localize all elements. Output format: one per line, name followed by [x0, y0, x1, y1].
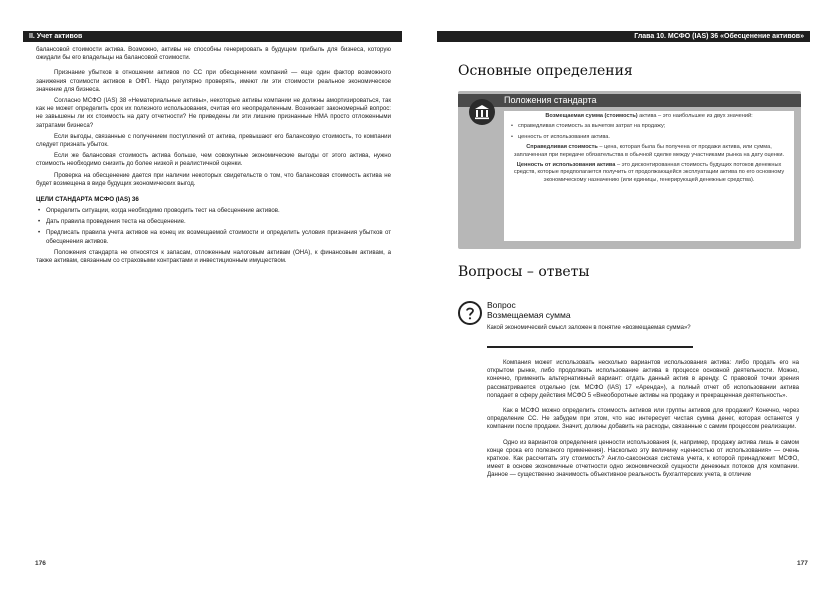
goal-item: • Определить ситуации, когда необходимо проводить тест на обесценение активов. [38, 207, 280, 215]
standard-provisions-box [458, 91, 801, 249]
body-paragraph: Проверка на обесценение дается при наличии некоторых свидетельств о том, что балансовая стоимость актива не будет возмещена в виде будущих экономических выгод. [36, 171, 391, 187]
box-content [504, 111, 794, 241]
definitions-heading: Основные определения [458, 63, 633, 79]
building-columns-icon [469, 99, 495, 125]
definition-item: • справедливая стоимость за вычетом затрат на продажу; [510, 123, 788, 130]
qa-heading: Вопросы – ответы [458, 264, 590, 280]
answer-paragraph: Одно из вариантов определения ценности использования (к, например, продажу актива лишь в самом конце срока его полезного применения). Насколько эту величину «ценностью от использования» — очень краткое. Как рассчитать эту стоимость? Англо-саксонская система учета, к которой принадлежит МСФО, имеет в основе экономичные отчетности одно экономической сущности денежных потоков для компании. Данное — существенно значимость объективное реальность бухгалтерских учета, в отличие [487, 438, 799, 479]
body-paragraph: Согласно МСФО (IAS) 38 «Нематериальные активы», некоторые активы компании не должны амортизироваться, так как не может определить срок их полезного использования, считая его неопределенным. Возникает закономерный вопрос: не завышены ли их стоимость на дату отчетности? Не приведены ли эти лишние признанные НМА просто отложенными затратами бизнеса? [36, 97, 391, 129]
goal-text: Предписать правила учета активов на конец их возмещаемой стоимости и определить условия признания убытков от обесценения активов. [46, 229, 391, 245]
left-section-title: II. Учет активов [29, 33, 83, 40]
left-running-header [23, 31, 402, 42]
answer-paragraph: Компания может использовать несколько вариантов использования актива: либо продать его на открытом рынке, либо продолжать использование актива в процессе основной деятельности. Можно, конечно, применить альтернативный вариант: отдать данный актив в аренду. С правовой точки зрения рассматривается отдельно (см. МСФО (IAS) 17 «Аренда»), а полный отчет об использовании актива попадает в сферу действия МСФО 5 «Внеоборотные активы на продажу и прекращенная деятельность». [487, 359, 799, 399]
answer-block [487, 359, 799, 483]
right-page-number: 177 [797, 560, 808, 567]
goals-heading: ЦЕЛИ СТАНДАРТА МСФО (IAS) 36 [36, 196, 139, 204]
question-divider [487, 346, 693, 348]
recoverable-amount-definition [510, 113, 788, 120]
goal-item: • Предписать правила учета активов на конец их возмещаемой стоимости и определить условия признания убытков от обесценения активов. [38, 229, 391, 245]
term: Ценность от использования актива [516, 162, 616, 169]
definition-text: актива – это наибольшее из двух значений: [637, 113, 753, 119]
goal-item: • Дать правила проведения теста на обесценение. [38, 218, 186, 226]
answer-paragraph: Как в МСФО можно определить стоимость активов или группы активов для продажи? Конечно, через определение СС. Не забудем при этом, что нас интересует чистая сумма денег, которая останется у компании после продажи. Значит, должны добавить на расходы, связанные с самим процессом реализации. [487, 407, 799, 431]
definition-text: – цена, которая была бы получена от продажи актива, или сумма, заплаченная при передаче обязательства в обычной сделке между участниками рынка на дату оценки. [514, 144, 784, 158]
question-title: Возмещаемая сумма [487, 310, 571, 320]
body-paragraph: Признание убытков в отношении активов по СС при обесценении компаний — еще один фактор возможного занижения стоимости активов в ОФП. Надо регулярно проверять, имеют ли эти стоимости реальное экономическое значение для бизнеса. [36, 69, 391, 93]
body-paragraph: Если выгоды, связанные с получением поступлений от актива, превышают его балансовую стоимость, то компании следует признать убыток. [36, 132, 391, 149]
goal-text: Определить ситуации, когда необходимо проводить тест на обесценение активов. [46, 207, 280, 215]
left-page-number: 176 [35, 560, 46, 567]
fair-value-definition [510, 144, 788, 159]
intro-paragraph: балансовой стоимости актива. Возможно, активы не способны генерировать в будущем прибыль для бизнеса, которую ожидали бы его владельцы на балансовой стоимости. [36, 46, 391, 62]
term: Возмещаемая сумма (стоимость) [545, 113, 638, 119]
question-mark-icon [458, 301, 482, 325]
term: Справедливая стоимость [526, 144, 598, 151]
value-in-use-definition [510, 162, 788, 184]
closing-paragraph: Положения стандарта не относятся к запасам, отложенным налоговым активам (ОНА), к финансовым активам, а также активам, связанным со страховыми контрактами и инвестиционным имуществом. [36, 248, 391, 265]
body-paragraph: Если же балансовая стоимость актива больше, чем совокупные экономические выгоды от этого актива, нужно стоимость необходимо снизить до более низкой и реалистичной оценки. [36, 152, 391, 168]
left-page [36, 46, 391, 268]
right-running-header [437, 31, 810, 42]
question-label: Вопрос [487, 300, 516, 310]
question-text: Какой экономический смысл заложен в понятие «возмещаемая сумма»? [487, 325, 691, 331]
definition-item: • ценность от использования актива. [510, 134, 788, 141]
goals-list [36, 207, 391, 246]
definition-text: – это дисконтированная стоимость будущих потоков денежных средств, которые предполагается получить от продолжающейся эксплуатации актива по его основному экономическому назначению (или единицы, генерирующей денежные средства). [513, 162, 785, 183]
box-title: Положения стандарта [504, 95, 597, 105]
goal-text: Дать правила проведения теста на обесценение. [46, 218, 186, 226]
right-chapter-title: Глава 10. МСФО (IAS) 36 «Обесценение активов» [634, 33, 804, 40]
